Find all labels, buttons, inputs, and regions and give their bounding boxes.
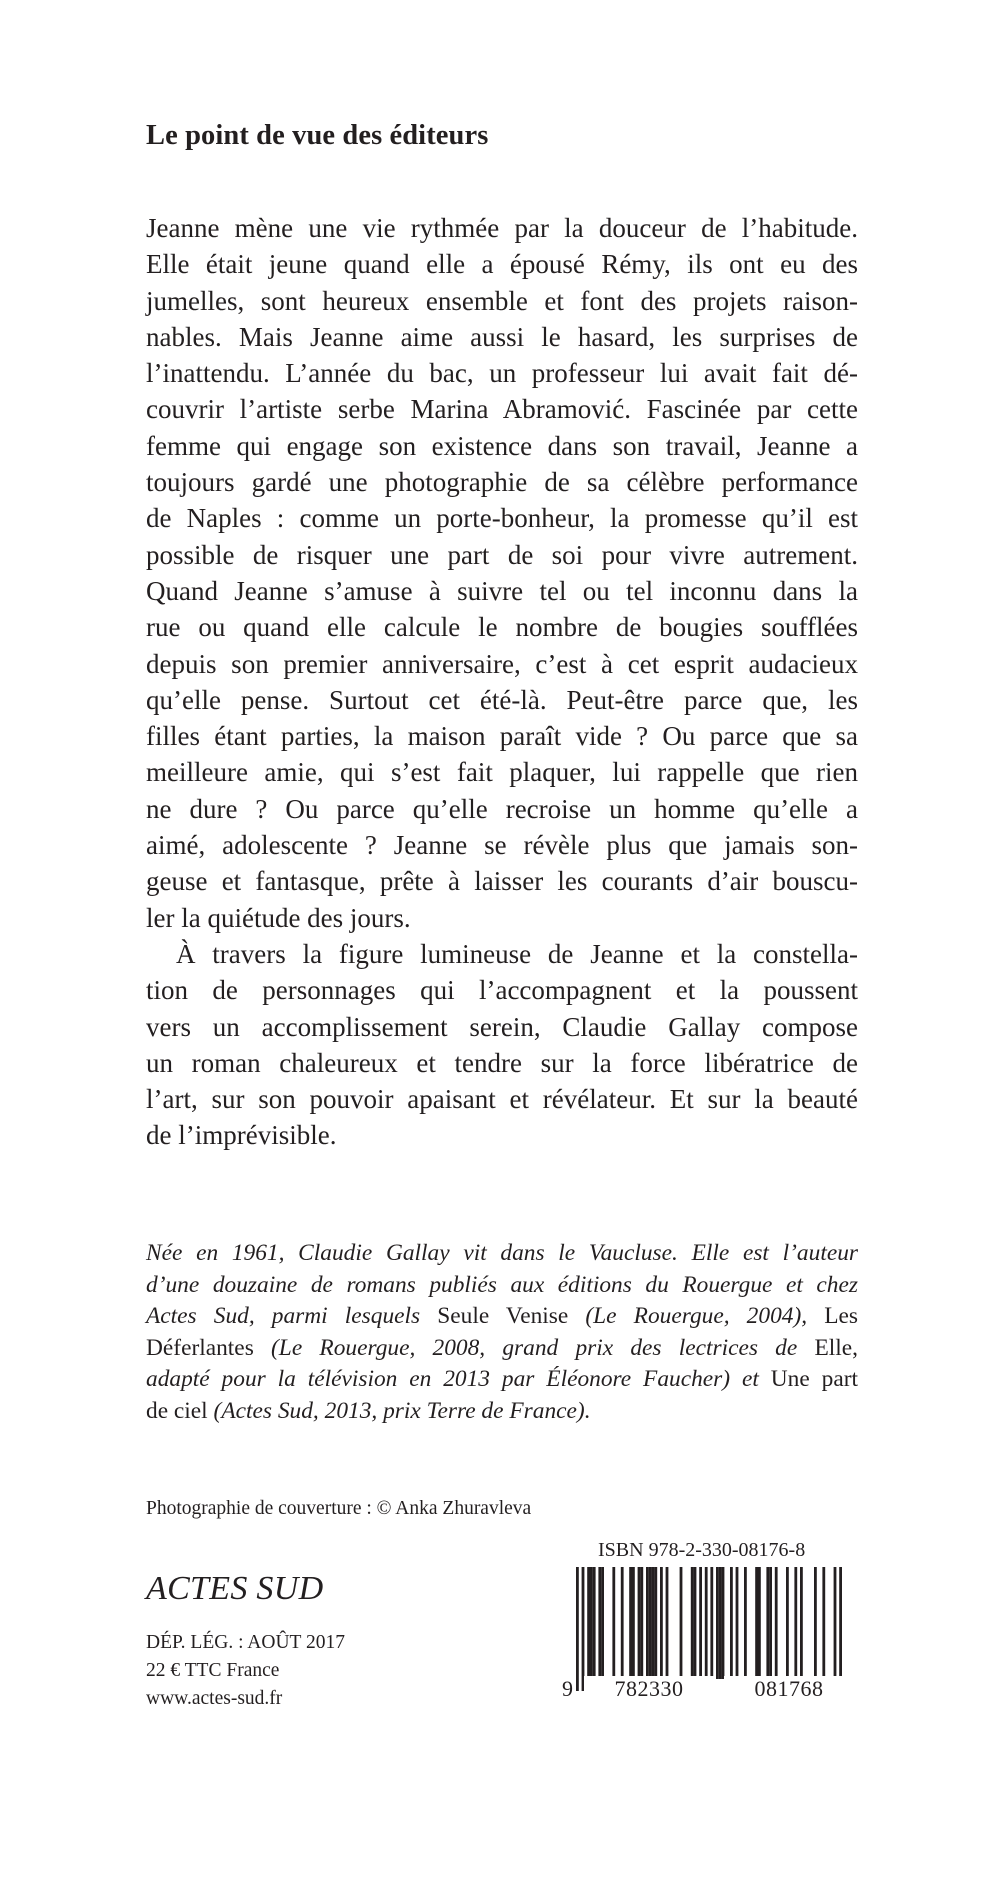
blurb-line: depuis son premier anniversaire, c’est à cet esprit audacieux bbox=[146, 648, 858, 679]
barcode-bar bbox=[716, 1567, 719, 1679]
barcode-bar bbox=[660, 1567, 663, 1679]
barcode-bar bbox=[629, 1567, 632, 1679]
blurb-line: ne dure ? Ou parce qu’elle recroise un homme qu’elle a bbox=[146, 793, 858, 824]
blurb-line: geuse et fantasque, prête à laisser les courants d’air bouscu- bbox=[146, 866, 858, 897]
barcode-bar bbox=[699, 1567, 702, 1679]
blurb-line: de Naples : comme un porte-bonheur, la promesse qu’il est bbox=[146, 503, 858, 534]
barcode-bar bbox=[652, 1567, 655, 1679]
barcode-guard-bar bbox=[710, 1567, 713, 1691]
blurb-line: couvrir l’artiste serbe Marina Abramović. Fascinée par cette bbox=[146, 394, 858, 425]
book-title-une-part-de-ciel-end: de ciel bbox=[146, 1397, 208, 1424]
barcode-bar bbox=[590, 1567, 593, 1679]
barcode-guard-bar bbox=[576, 1567, 579, 1691]
bio-text: d’une douzaine de romans publiés aux éditions du Rouergue et chez bbox=[146, 1271, 858, 1298]
barcode-bar bbox=[638, 1567, 641, 1679]
bio-text: Actes Sud, parmi lesquels bbox=[146, 1303, 421, 1329]
blurb-line: qu’elle pense. Surtout cet été-là. Peut-être parce que, les bbox=[146, 684, 858, 715]
bio-text: (Le Rouergue, 2008, grand prix des lectrices de bbox=[271, 1334, 798, 1361]
barcode-bar bbox=[814, 1567, 817, 1679]
barcode-bar bbox=[666, 1567, 669, 1679]
blurb-line: femme qui engage son existence dans son travail, Jeanne a bbox=[146, 430, 858, 461]
blurb-line: l’inattendu. L’année du bac, un professeur lui avait fait dé- bbox=[146, 358, 858, 389]
barcode-bar bbox=[593, 1567, 596, 1679]
barcode-guard-bar bbox=[834, 1567, 837, 1691]
bio-line bbox=[146, 1396, 858, 1428]
bio-text: (Actes Sud, 2013, prix Terre de France). bbox=[213, 1397, 591, 1424]
blurb-line: Jeanne mène une vie rythmée par la douceur de l’habitude. bbox=[146, 213, 858, 243]
book-title-une-part-de-ciel-start: Une part bbox=[770, 1366, 858, 1392]
barcode-group-1: 782330 bbox=[584, 1676, 714, 1702]
barcode-guard-bar bbox=[839, 1567, 842, 1691]
book-title-seule-venise: Seule Venise bbox=[437, 1303, 569, 1329]
barcode-lead-digit: 9 bbox=[562, 1676, 574, 1701]
imprint-info bbox=[146, 1629, 345, 1713]
barcode-bar bbox=[794, 1567, 797, 1679]
barcode-guard-bar bbox=[705, 1567, 708, 1691]
blurb-line: jumelles, sont heureux ensemble et font des projets raison- bbox=[146, 285, 858, 316]
barcode-bar bbox=[649, 1567, 652, 1679]
page-title: Le point de vue des éditeurs bbox=[146, 120, 489, 151]
barcode-bar bbox=[587, 1567, 590, 1679]
barcode-guard-bar bbox=[582, 1567, 585, 1691]
barcode-bar bbox=[621, 1567, 624, 1679]
photo-credit: Photographie de couverture : © Anka Zhuravleva bbox=[146, 1498, 532, 1519]
blurb-line: toujours gardé une photographie de sa célèbre performance bbox=[146, 467, 858, 498]
book-title-les-deferlantes-start: Les bbox=[824, 1303, 858, 1329]
blurb-line: de l’imprévisible. bbox=[146, 1120, 337, 1151]
barcode-bar bbox=[601, 1567, 604, 1679]
blurb-line: nables. Mais Jeanne aime aussi le hasard, les surprises de bbox=[146, 321, 858, 352]
barcode-bar bbox=[654, 1567, 657, 1679]
blurb-line: l’art, sur son pouvoir apaisant et révélateur. Et sur la beauté bbox=[146, 1084, 858, 1115]
barcode-bar bbox=[766, 1567, 769, 1679]
blurb-line: meilleure amie, qui s’est fait plaquer, lui rappelle que rien bbox=[146, 757, 858, 788]
barcode-bar bbox=[680, 1567, 683, 1679]
book-title-les-deferlantes-end: Déferlantes bbox=[146, 1334, 254, 1361]
barcode-bar bbox=[598, 1567, 601, 1679]
blurb-line: ler la quiétude des jours. bbox=[146, 902, 411, 933]
barcode-bar bbox=[632, 1567, 635, 1679]
barcode-bar bbox=[722, 1567, 725, 1679]
barcode-bar bbox=[646, 1567, 649, 1679]
bio-line bbox=[146, 1364, 858, 1396]
magazine-title-elle: Elle, bbox=[814, 1334, 858, 1361]
blurb-line: possible de risquer une part de soi pour vivre autrement. bbox=[146, 539, 858, 570]
barcode-bar bbox=[769, 1567, 772, 1679]
blurb-line: À travers la figure lumineuse de Jeanne et la constella- bbox=[176, 938, 858, 969]
author-bio bbox=[146, 1238, 858, 1427]
barcode-bar bbox=[775, 1567, 778, 1679]
barcode-bar bbox=[694, 1567, 697, 1679]
bio-line bbox=[146, 1333, 858, 1365]
barcode-bar bbox=[691, 1567, 694, 1679]
barcode-bar bbox=[786, 1567, 789, 1679]
barcode-bar bbox=[800, 1567, 803, 1679]
blurb-line: Elle était jeune quand elle a épousé Rémy, ils ont eu des bbox=[146, 249, 858, 280]
barcode-bar bbox=[730, 1567, 733, 1679]
barcode-bar bbox=[736, 1567, 739, 1679]
blurb-line: Quand Jeanne s’amuse à suivre tel ou tel inconnu dans la bbox=[146, 575, 858, 606]
bio-text: (Le Rouergue, 2004), bbox=[585, 1303, 808, 1329]
publisher-name: ACTES SUD bbox=[146, 1570, 324, 1607]
blurb-line: rue ou quand elle calcule le nombre de bougies soufflées bbox=[146, 612, 858, 643]
blurb-line: aimé, adolescente ? Jeanne se révèle plus que jamais son- bbox=[146, 830, 858, 861]
barcode-group-2: 081768 bbox=[724, 1676, 854, 1702]
bio-line bbox=[146, 1238, 858, 1270]
bio-line bbox=[146, 1301, 858, 1333]
barcode-bar bbox=[758, 1567, 761, 1679]
blurb-line: un roman chaleureux et tendre sur la force libératrice de bbox=[146, 1047, 858, 1078]
blurb-line: filles étant parties, la maison paraît vide ? Ou parce que sa bbox=[146, 721, 858, 752]
isbn-label: ISBN 978-2-330-08176-8 bbox=[598, 1539, 806, 1561]
barcode-bar bbox=[744, 1567, 747, 1679]
barcode-bar bbox=[755, 1567, 758, 1679]
blurb-line: vers un accomplissement serein, Claudie Gallay compose bbox=[146, 1011, 858, 1042]
price: 22 € TTC France bbox=[146, 1660, 280, 1681]
blurb-line: tion de personnages qui l’accompagnent et la poussent bbox=[146, 975, 858, 1006]
bio-text: Née en 1961, Claudie Gallay vit dans le Vaucluse. Elle est l’auteur bbox=[146, 1240, 858, 1266]
bio-text: adapté pour la télévision en 2013 par Éléonore Faucher) et bbox=[146, 1366, 759, 1392]
barcode-bar bbox=[640, 1567, 643, 1679]
bio-line bbox=[146, 1270, 858, 1302]
website: www.actes-sud.fr bbox=[146, 1688, 283, 1709]
publisher-blurb bbox=[146, 210, 858, 1154]
legal-deposit: DÉP. LÉG. : AOÛT 2017 bbox=[146, 1632, 345, 1653]
barcode-bar bbox=[719, 1567, 722, 1679]
barcode-bar bbox=[822, 1567, 825, 1679]
barcode-bar bbox=[612, 1567, 615, 1679]
